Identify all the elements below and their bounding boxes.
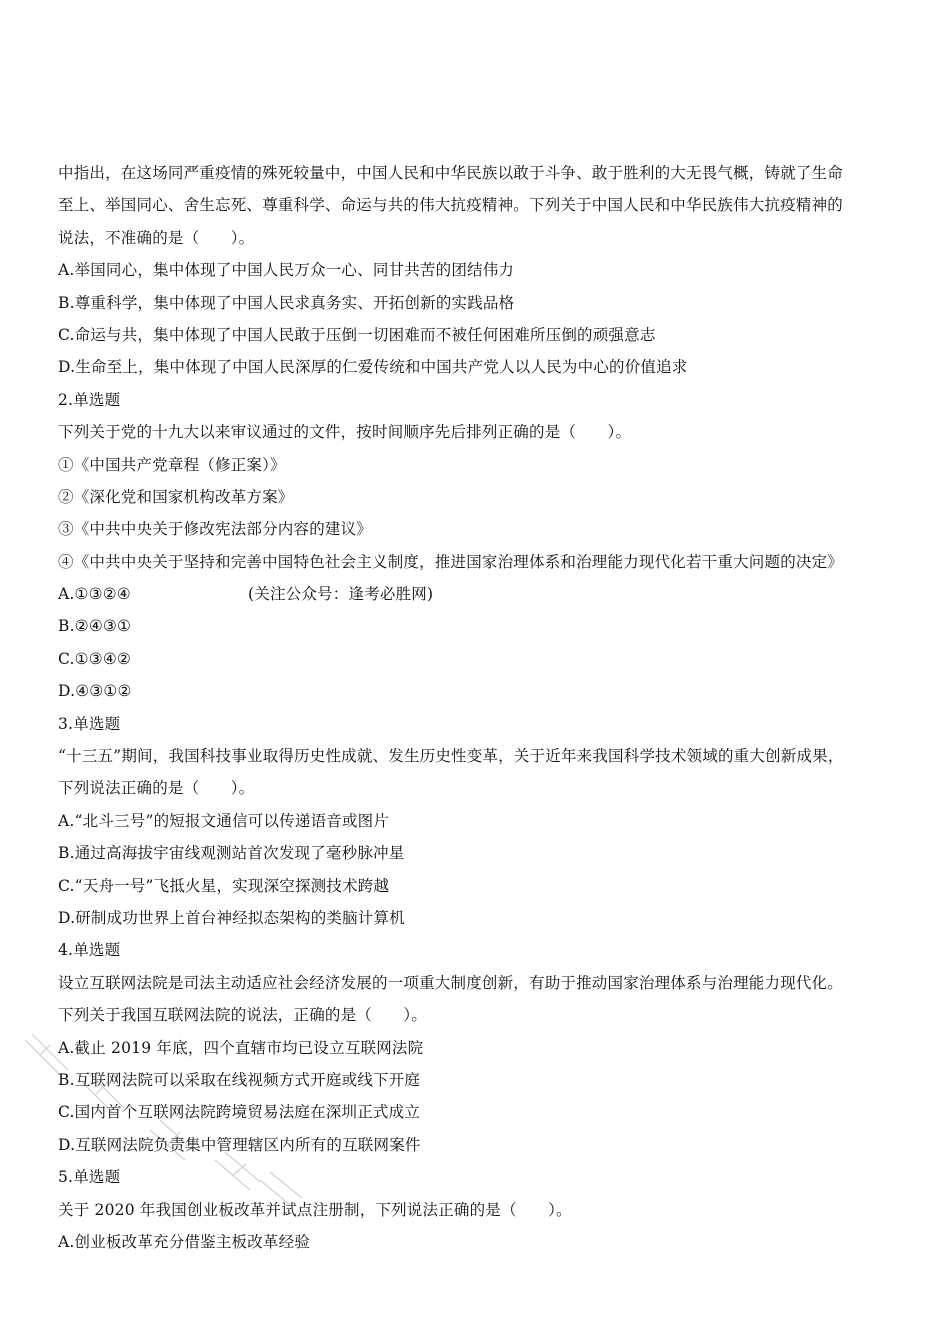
question-content: [58, 157, 898, 1258]
answer-option-b: B.②④③①: [58, 617, 132, 636]
question-stem-line: 下列关于我国互联网法院的说法，正确的是（ ）。: [58, 1006, 428, 1025]
answer-option-a: A.截止 2019 年底，四个直辖市均已设立互联网法院: [58, 1038, 424, 1057]
question-stem-line: 下列说法正确的是（ ）。: [58, 779, 255, 798]
question-1: [58, 157, 898, 384]
question-heading: 2.单选题: [58, 390, 121, 409]
answer-option-c: C.“天舟一号”飞抵火星，实现深空探测技术跨越: [58, 876, 390, 895]
answer-option-c: C.①③④②: [58, 649, 132, 668]
question-2: [58, 384, 898, 708]
document-item-4: ④《中共中央关于坚持和完善中国特色社会主义制度，推进国家治理体系和治理能力现代化若干重大问题的决定》: [58, 552, 844, 571]
document-item-1: ①《中国共产党章程（修正案）》: [58, 455, 286, 474]
answer-option-d: D.互联网法院负责集中管理辖区内所有的互联网案件: [58, 1135, 421, 1154]
question-heading: 5.单选题: [58, 1168, 121, 1187]
answer-option-a: A.①③②④: [58, 585, 131, 604]
question-heading: 3.单选题: [58, 714, 121, 733]
answer-option-a-row: [58, 578, 898, 610]
answer-option-d: D.研制成功世界上首台神经拟态架构的类脑计算机: [58, 908, 405, 927]
document-item-2: ②《深化党和国家机构改革方案》: [58, 487, 294, 506]
question-stem-line: 设立互联网法院是司法主动适应社会经济发展的一项重大制度创新，有助于推动国家治理体系与治理能力现代化。: [58, 973, 844, 992]
question-5: [58, 1161, 898, 1258]
promo-note: (关注公众号：逢考必胜网): [248, 585, 434, 604]
answer-option-a: A.创业板改革充分借鉴主板改革经验: [58, 1232, 311, 1251]
answer-option-d: D.生命至上，集中体现了中国人民深厚的仁爱传统和中国共产党人以人民为中心的价值追求: [58, 358, 688, 377]
question-heading: 4.单选题: [58, 941, 121, 960]
answer-option-b: B.尊重科学，集中体现了中国人民求真务实、开拓创新的实践品格: [58, 293, 515, 312]
answer-option-a: A.“北斗三号”的短报文通信可以传递语音或图片: [58, 811, 390, 830]
question-stem: 下列关于党的十九大以来审议通过的文件，按时间顺序先后排列正确的是（ ）。: [58, 423, 632, 442]
question-stem-line: 中指出，在这场同严重疫情的殊死较量中，中国人民和中华民族以敢于斗争、敢于胜利的大无畏气概，铸就了生命: [58, 164, 844, 182]
question-stem-line: 说法，不准确的是（ ）。: [58, 228, 255, 247]
question-3: [58, 708, 898, 935]
document-item-3: ③《中共中央关于修改宪法部分内容的建议》: [58, 520, 373, 539]
answer-option-d: D.④③①②: [58, 682, 132, 701]
answer-option-c: C.国内首个互联网法院跨境贸易法庭在深圳正式成立: [58, 1103, 421, 1122]
question-stem: 关于 2020 年我国创业板改革并试点注册制，下列说法正确的是（ ）。: [58, 1200, 572, 1219]
question-4: [58, 934, 898, 1161]
answer-option-c: C.命运与共，集中体现了中国人民敢于压倒一切困难而不被任何困难所压倒的顽强意志: [58, 325, 656, 344]
answer-option-b: B.通过高海拔宇宙线观测站首次发现了毫秒脉冲星: [58, 844, 405, 863]
answer-option-b: B.互联网法院可以采取在线视频方式开庭或线下开庭: [58, 1070, 421, 1089]
answer-option-a: A.举国同心，集中体现了中国人民万众一心、同甘共苦的团结伟力: [58, 261, 515, 280]
question-stem-line: 至上、举国同心、舍生忘死、尊重科学、命运与共的伟大抗疫精神。下列关于中国人民和中华民族伟大抗疫精神的: [58, 196, 844, 215]
question-stem-line: “十三五”期间，我国科技事业取得历史性成就、发生历史性变革，关于近年来我国科学技术领域的重大创新成果，: [58, 747, 844, 766]
